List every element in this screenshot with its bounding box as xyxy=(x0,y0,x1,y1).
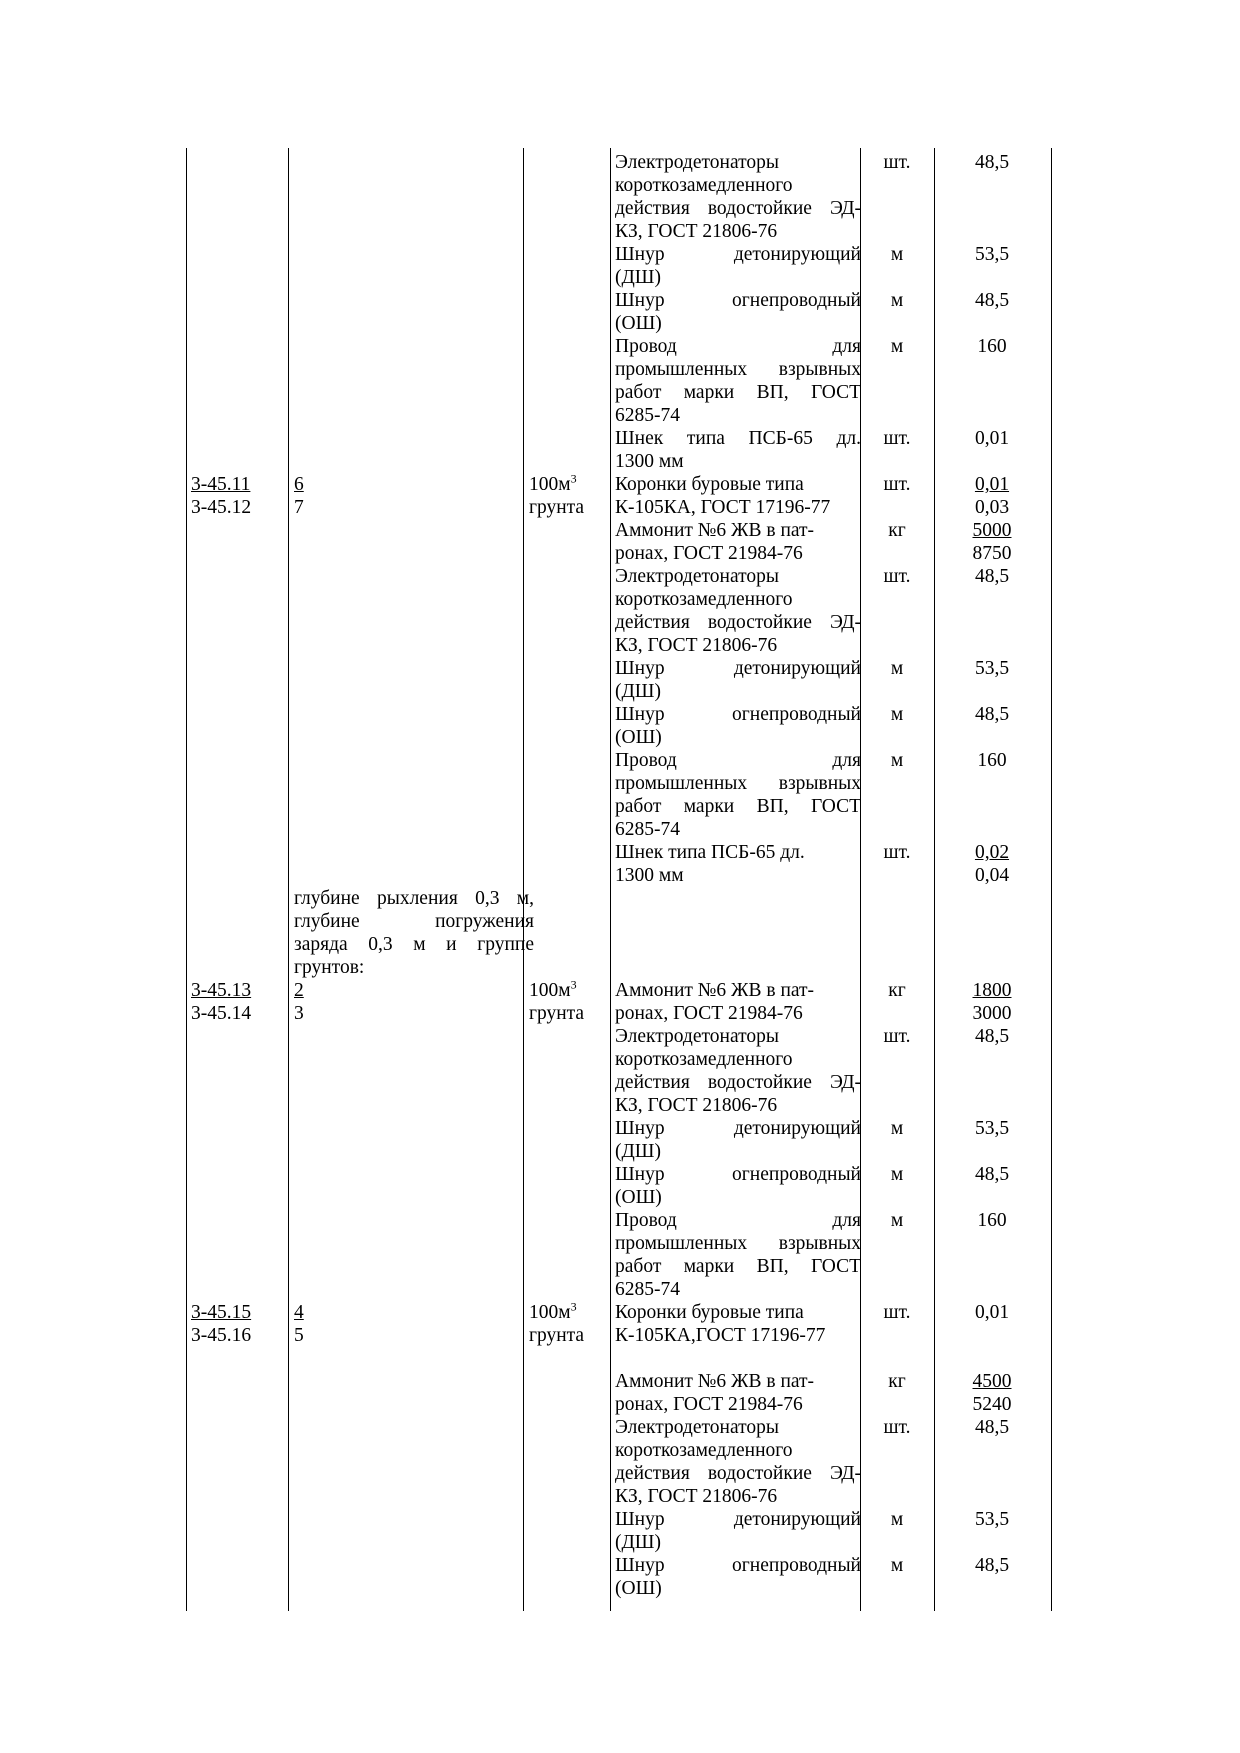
resource-quantity-cell xyxy=(936,1370,1048,1393)
resource-description-line: Шнур детонирующий xyxy=(615,1509,861,1530)
table-column-divider xyxy=(523,148,524,1611)
soil-group-number: 4 xyxy=(294,1302,304,1323)
norm-code: 3-45.14 xyxy=(191,1003,252,1024)
resource-quantity: 0,01 xyxy=(974,428,1010,449)
resource-quantity-cell xyxy=(936,565,1048,588)
resource-description xyxy=(615,841,861,887)
resource-unit: кг xyxy=(888,980,906,1001)
resource-unit: шт. xyxy=(883,1026,911,1047)
resource-description-line: ронах, ГОСТ 21984-76 xyxy=(615,543,803,564)
resource-description-line: действия водостойкие ЭД- xyxy=(615,1072,861,1093)
resource-unit: м xyxy=(890,1164,904,1185)
table-column-divider xyxy=(934,148,935,1611)
resource-quantity: 48,5 xyxy=(974,566,1010,587)
resource-quantity: 160 xyxy=(977,336,1007,357)
resource-description-line: 1300 мм xyxy=(615,451,684,472)
resource-quantity: 8750 xyxy=(972,543,1012,564)
resource-description-line: ронах, ГОСТ 21984-76 xyxy=(615,1394,803,1415)
resource-description-line: (ДШ) xyxy=(615,681,661,702)
resource-description-line: 1300 мм xyxy=(615,865,684,886)
resource-description-line: действия водостойкие ЭД- xyxy=(615,1463,861,1484)
resource-description-line: 6285-74 xyxy=(615,819,680,840)
resource-unit: кг xyxy=(888,1371,906,1392)
resource-description xyxy=(615,703,861,749)
resource-description xyxy=(615,473,861,519)
resource-unit: шт. xyxy=(883,428,911,449)
table-border-left xyxy=(186,148,187,1611)
measurement-unit-subject: грунта xyxy=(529,497,585,518)
resource-description-line: Шнур огнепроводный xyxy=(615,1555,861,1576)
resource-quantity: 53,5 xyxy=(974,1118,1010,1139)
resource-quantity-cell xyxy=(936,151,1048,174)
resource-quantity: 53,5 xyxy=(974,244,1010,265)
measurement-unit-exponent: 3 xyxy=(570,1299,577,1314)
measurement-unit-subject: грунта xyxy=(529,1003,585,1024)
resource-unit: шт. xyxy=(883,1302,911,1323)
resource-quantity: 48,5 xyxy=(974,1417,1010,1438)
measurement-unit xyxy=(529,979,577,1002)
resource-quantity: 53,5 xyxy=(974,658,1010,679)
table-column-divider xyxy=(610,148,611,1611)
resource-description-line: Электродетонаторы xyxy=(615,1026,779,1047)
resource-quantity: 160 xyxy=(977,1210,1007,1231)
resource-description-line: (ОШ) xyxy=(615,727,662,748)
resource-description xyxy=(615,1301,861,1347)
resource-unit: шт. xyxy=(883,1417,911,1438)
resource-unit: м xyxy=(890,750,904,771)
resource-description-line: (ДШ) xyxy=(615,1141,661,1162)
resource-quantity: 48,5 xyxy=(974,704,1010,725)
resource-description-line: (ОШ) xyxy=(615,313,662,334)
norm-code: 3-45.16 xyxy=(191,1325,252,1346)
resource-quantity-cell xyxy=(936,864,1048,887)
resource-quantity: 48,5 xyxy=(974,1026,1010,1047)
resource-quantity-cell xyxy=(936,1002,1048,1025)
resource-description-line: Электродетонаторы xyxy=(615,1417,779,1438)
resource-quantity-cell xyxy=(936,657,1048,680)
resource-description-line: короткозамедленного xyxy=(615,175,793,196)
resource-quantity: 48,5 xyxy=(974,290,1010,311)
resource-quantity-cell xyxy=(936,427,1048,450)
resource-quantity-cell xyxy=(936,519,1048,542)
resource-quantity-cell xyxy=(936,1416,1048,1439)
resource-quantity-cell xyxy=(936,703,1048,726)
resource-description xyxy=(615,979,861,1025)
resource-description xyxy=(615,1370,861,1416)
resource-description xyxy=(615,565,861,657)
section-note-line: глубине погружения xyxy=(294,911,534,932)
resource-unit: м xyxy=(890,336,904,357)
resource-quantity: 0,02 xyxy=(974,842,1010,863)
resource-quantity-cell xyxy=(936,979,1048,1002)
soil-group-number: 5 xyxy=(294,1325,304,1346)
resource-description xyxy=(615,427,861,473)
resource-quantity-cell xyxy=(936,496,1048,519)
measurement-unit-base: 100м xyxy=(529,980,571,1001)
measurement-unit-base: 100м xyxy=(529,1302,571,1323)
measurement-unit xyxy=(529,473,577,496)
resource-quantity-cell xyxy=(936,749,1048,772)
resource-quantity-cell xyxy=(936,1508,1048,1531)
resource-unit: м xyxy=(890,244,904,265)
resource-quantity-cell xyxy=(936,542,1048,565)
resource-description-line: короткозамедленного xyxy=(615,589,793,610)
resource-description-line: Коронки буровые типа xyxy=(615,1302,804,1323)
resource-description-line: (ОШ) xyxy=(615,1578,662,1599)
resource-description-line: КЗ, ГОСТ 21806-76 xyxy=(615,1095,778,1116)
resource-description xyxy=(615,749,861,841)
resource-quantity-cell xyxy=(936,335,1048,358)
resource-quantity-cell xyxy=(936,473,1048,496)
resource-description-line: КЗ, ГОСТ 21806-76 xyxy=(615,221,778,242)
section-note-line: заряда 0,3 м и группе xyxy=(294,934,534,955)
resource-quantity: 48,5 xyxy=(974,1164,1010,1185)
resource-description-line: работ марки ВП, ГОСТ xyxy=(615,1256,861,1277)
resource-description-line: Коронки буровые типа xyxy=(615,474,804,495)
soil-group-number: 6 xyxy=(294,474,304,495)
resource-quantity-cell xyxy=(936,1393,1048,1416)
measurement-unit xyxy=(529,1301,577,1324)
resource-unit: м xyxy=(890,1555,904,1576)
resource-description-line: К-105КА, ГОСТ 17196-77 xyxy=(615,497,831,518)
resource-description-line: Шнур детонирующий xyxy=(615,658,861,679)
resource-description-line: Шнур детонирующий xyxy=(615,244,861,265)
norm-code: 3-45.12 xyxy=(191,497,252,518)
resource-quantity-cell xyxy=(936,1025,1048,1048)
resource-description-line: Шнур огнепроводный xyxy=(615,1164,861,1185)
resource-description xyxy=(615,1508,861,1554)
resource-description xyxy=(615,1209,861,1301)
measurement-unit-exponent: 3 xyxy=(570,977,577,992)
resource-description-line: Аммонит №6 ЖВ в пат- xyxy=(615,520,815,541)
resource-quantity-cell xyxy=(936,243,1048,266)
resource-description-line: Электродетонаторы xyxy=(615,152,779,173)
resource-description xyxy=(615,519,861,565)
resource-quantity: 0,01 xyxy=(974,474,1010,495)
resource-description-line: Шнек типа ПСБ-65 дл. xyxy=(615,842,805,863)
resource-quantity: 3000 xyxy=(972,1003,1012,1024)
resource-description xyxy=(615,1163,861,1209)
resource-quantity-cell xyxy=(936,1301,1048,1324)
resource-quantity-cell xyxy=(936,289,1048,312)
resource-description-line: действия водостойкие ЭД- xyxy=(615,612,861,633)
resource-description xyxy=(615,289,861,335)
resource-unit: м xyxy=(890,290,904,311)
resource-quantity-cell xyxy=(936,1163,1048,1186)
resource-description-line: (ДШ) xyxy=(615,267,661,288)
resource-description-line: К-105КА,ГОСТ 17196-77 xyxy=(615,1325,826,1346)
norm-code: 3-45.11 xyxy=(191,474,251,495)
resource-unit: м xyxy=(890,704,904,725)
resource-description-line: КЗ, ГОСТ 21806-76 xyxy=(615,635,778,656)
resource-description-line: Провод для xyxy=(615,750,861,771)
resource-quantity: 5000 xyxy=(972,520,1012,541)
resource-description-line: Провод для xyxy=(615,336,861,357)
resource-quantity: 5240 xyxy=(972,1394,1012,1415)
resource-description-line: короткозамедленного xyxy=(615,1049,793,1070)
resource-description xyxy=(615,243,861,289)
measurement-unit-subject: грунта xyxy=(529,1325,585,1346)
resource-description-line: 6285-74 xyxy=(615,405,680,426)
resource-description xyxy=(615,1025,861,1117)
resource-description xyxy=(615,151,861,243)
resource-quantity: 4500 xyxy=(972,1371,1012,1392)
norm-code: 3-45.15 xyxy=(191,1302,252,1323)
resource-description xyxy=(615,335,861,427)
norm-code: 3-45.13 xyxy=(191,980,252,1001)
resource-quantity: 48,5 xyxy=(974,152,1010,173)
resource-unit: м xyxy=(890,1118,904,1139)
resource-description xyxy=(615,657,861,703)
resource-description-line: (ОШ) xyxy=(615,1187,662,1208)
resource-description-line: короткозамедленного xyxy=(615,1440,793,1461)
soil-group-number: 2 xyxy=(294,980,304,1001)
resource-unit: м xyxy=(890,658,904,679)
resource-description-line: КЗ, ГОСТ 21806-76 xyxy=(615,1486,778,1507)
resource-unit: шт. xyxy=(883,474,911,495)
resource-description-line: Аммонит №6 ЖВ в пат- xyxy=(615,1371,815,1392)
resource-description-line: Шнур детонирующий xyxy=(615,1118,861,1139)
resource-quantity-cell xyxy=(936,841,1048,864)
resource-quantity: 0,03 xyxy=(974,497,1010,518)
resource-unit: м xyxy=(890,1509,904,1530)
resource-quantity-cell xyxy=(936,1554,1048,1577)
section-note xyxy=(294,887,534,979)
resource-description-line: Провод для xyxy=(615,1210,861,1231)
resource-quantity: 53,5 xyxy=(974,1509,1010,1530)
measurement-unit-exponent: 3 xyxy=(570,471,577,486)
measurement-unit-base: 100м xyxy=(529,474,571,495)
resource-description-line: работ марки ВП, ГОСТ xyxy=(615,382,861,403)
resource-description-line: Электродетонаторы xyxy=(615,566,779,587)
section-note-line: глубине рыхления 0,3 м, xyxy=(294,888,534,909)
resource-unit: шт. xyxy=(883,566,911,587)
resource-quantity: 0,01 xyxy=(974,1302,1010,1323)
section-note-line: грунтов: xyxy=(294,957,365,978)
resource-description-line: Аммонит №6 ЖВ в пат- xyxy=(615,980,815,1001)
resource-quantity-cell xyxy=(936,1117,1048,1140)
soil-group-number: 3 xyxy=(294,1003,304,1024)
soil-group-number: 7 xyxy=(294,497,304,518)
resource-description-line: Шнек типа ПСБ-65 дл. xyxy=(615,428,861,449)
resource-quantity: 160 xyxy=(977,750,1007,771)
resource-description xyxy=(615,1117,861,1163)
resource-description-line: промышленных взрывных xyxy=(615,773,861,794)
resource-description-line: промышленных взрывных xyxy=(615,1233,861,1254)
resource-description-line: Шнур огнепроводный xyxy=(615,704,861,725)
table-border-right xyxy=(1051,148,1052,1611)
resource-unit: кг xyxy=(888,520,906,541)
resource-quantity-cell xyxy=(936,1209,1048,1232)
resource-description-line: работ марки ВП, ГОСТ xyxy=(615,796,861,817)
resource-description-line: 6285-74 xyxy=(615,1279,680,1300)
table-column-divider xyxy=(288,148,289,1611)
resource-description-line: промышленных взрывных xyxy=(615,359,861,380)
resource-unit: шт. xyxy=(883,842,911,863)
resource-quantity: 1800 xyxy=(972,980,1012,1001)
resource-description-line: (ДШ) xyxy=(615,1532,661,1553)
resource-description xyxy=(615,1416,861,1508)
resource-description-line: ронах, ГОСТ 21984-76 xyxy=(615,1003,803,1024)
resource-description xyxy=(615,1554,861,1600)
resource-description-line: Шнур огнепроводный xyxy=(615,290,861,311)
resource-unit: шт. xyxy=(883,152,911,173)
resource-unit: м xyxy=(890,1210,904,1231)
resource-quantity: 48,5 xyxy=(974,1555,1010,1576)
resource-description-line: действия водостойкие ЭД- xyxy=(615,198,861,219)
resource-quantity: 0,04 xyxy=(974,865,1010,886)
